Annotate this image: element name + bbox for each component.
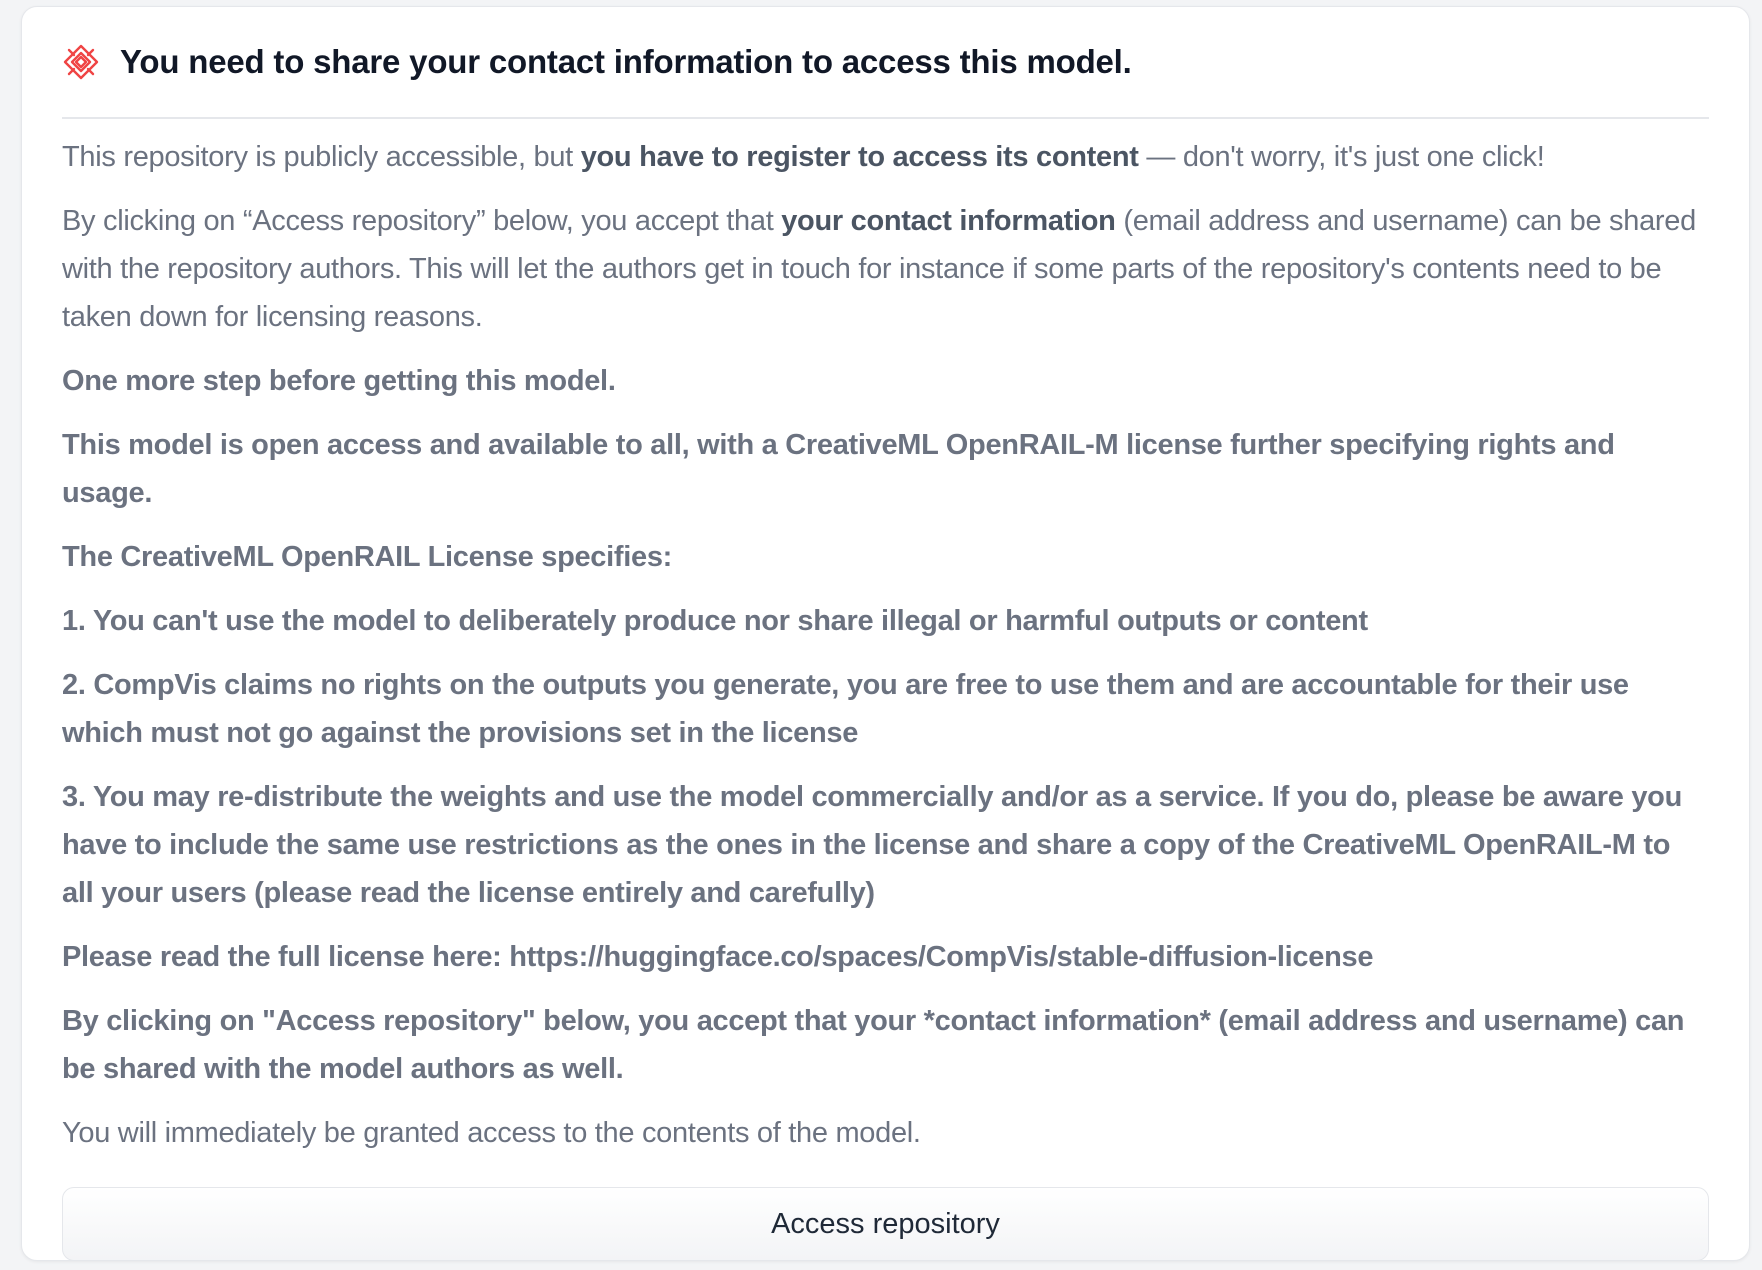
license-open-access: This model is open access and available to all, with a CreativeML OpenRAIL-M license further specifying rights and usage.: [62, 429, 1615, 509]
intro-emphasis: your contact information: [781, 205, 1116, 237]
license-rule-1: 1. You can't use the model to deliberately produce nor share illegal or harmful outputs or content: [62, 605, 1368, 637]
intro-paragraph-2: [62, 197, 1709, 341]
access-repository-button[interactable]: Access repository: [62, 1187, 1709, 1261]
card-header: [62, 7, 1709, 119]
footer-note: You will immediately be granted access to the contents of the model.: [62, 1117, 921, 1149]
intro-emphasis: you have to register to access its content: [580, 141, 1139, 173]
license-full-link: Please read the full license here: https://huggingface.co/spaces/CompVis/stable-diffusion-license: [62, 941, 1374, 973]
license-rule-3: 3. You may re-distribute the weights and use the model commercially and/or as a service. If you do, please be aware you have to include the same use restrictions as the ones in the license and share a copy of the CreativeML OpenRAIL-M to all your users (please read the license entirely and carefully): [62, 781, 1682, 909]
intro-text: This repository is publicly accessible, but: [62, 141, 581, 173]
intro-text: (email address and username) can be shared with the repository authors. This will let the authors get in touch for instance if some parts of the repository's contents need to be taken down for licensing reasons.: [62, 205, 1696, 333]
page-title: You need to share your contact information to access this model.: [120, 43, 1132, 80]
gated-access-card: [21, 6, 1750, 1261]
intro-text: — don't worry, it's just one click!: [1138, 141, 1545, 173]
gated-shield-icon: [62, 43, 100, 81]
license-rule-2: 2. CompVis claims no rights on the outputs you generate, you are free to use them and are accountable for their use which must not go against the provisions set in the license: [62, 669, 1629, 749]
license-contact-note: By clicking on "Access repository" below, you accept that your *contact information* (email address and username) can be shared with the model authors as well.: [62, 1005, 1685, 1085]
intro-text: By clicking on “Access repository” below, you accept that: [62, 205, 782, 237]
license-step: One more step before getting this model.: [62, 365, 616, 397]
license-specifies: The CreativeML OpenRAIL License specifies:: [62, 541, 673, 573]
intro-paragraph-1: [62, 133, 1709, 181]
